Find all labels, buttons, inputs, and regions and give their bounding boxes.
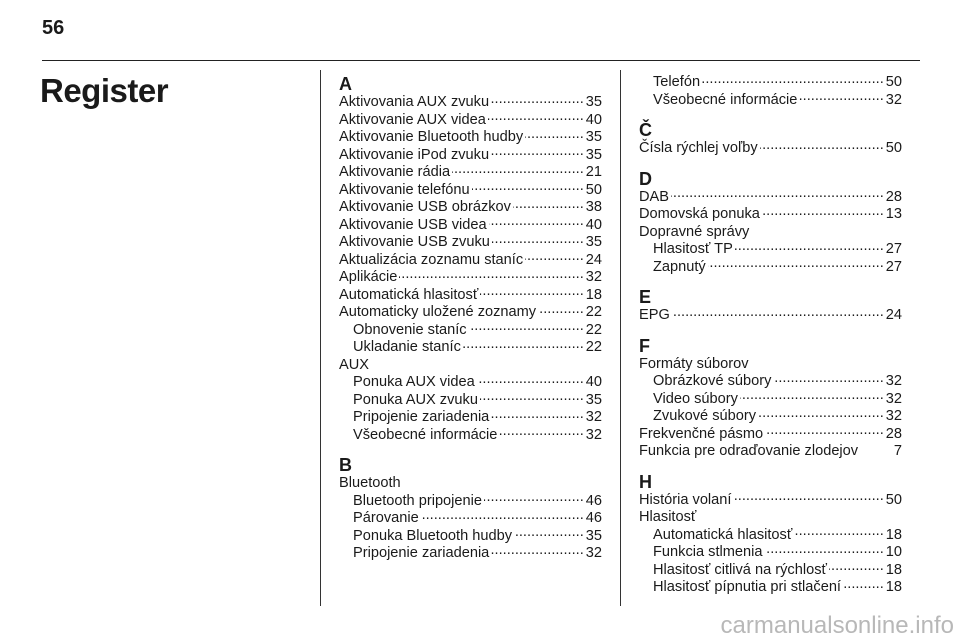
index-term: Pripojenie zariadenia bbox=[353, 409, 490, 425]
index-letter: B bbox=[339, 455, 352, 475]
index-term: AUX bbox=[339, 356, 370, 373]
index-term: Hlasitosť pípnutia pri stlačení bbox=[653, 579, 841, 595]
index-entry bbox=[639, 492, 902, 510]
index-page-ref: 10 bbox=[885, 544, 902, 560]
index-entry bbox=[339, 304, 602, 322]
index-term: História volaní bbox=[639, 491, 732, 508]
index-term: Ponuka AUX videa bbox=[353, 374, 475, 390]
dot-leader bbox=[740, 391, 884, 403]
dot-leader bbox=[525, 129, 584, 141]
index-subentry bbox=[339, 510, 602, 528]
dot-leader bbox=[760, 140, 884, 152]
dot-leader bbox=[765, 426, 884, 438]
dot-leader bbox=[671, 189, 884, 201]
index-entry bbox=[339, 94, 602, 112]
index-page-ref: 38 bbox=[585, 199, 602, 215]
dot-leader bbox=[492, 234, 584, 246]
index-term: Domovská ponuka bbox=[639, 206, 760, 222]
index-subentry bbox=[639, 408, 902, 426]
index-term: Čísla rýchlej voľby bbox=[639, 140, 758, 156]
index-term: Formáty súborov bbox=[639, 355, 749, 372]
index-page-ref: 35 bbox=[585, 391, 602, 408]
index-term: Aktivovanie Bluetooth hudby bbox=[339, 129, 524, 145]
index-page-ref: 35 bbox=[585, 527, 602, 544]
dot-leader bbox=[672, 307, 884, 319]
index-term: Hlasitosť TP bbox=[653, 241, 733, 257]
index-entry bbox=[339, 112, 602, 130]
index-page-ref: 50 bbox=[585, 181, 602, 198]
dot-leader bbox=[489, 217, 584, 229]
dot-leader bbox=[480, 392, 584, 404]
index-page-ref: 40 bbox=[585, 374, 602, 390]
index-page-ref: 18 bbox=[585, 286, 602, 303]
index-entry bbox=[639, 189, 902, 207]
index-page-ref: 50 bbox=[885, 74, 902, 90]
index-page-ref: 46 bbox=[585, 510, 602, 526]
index-page-ref: 35 bbox=[585, 234, 602, 250]
dot-leader bbox=[843, 579, 884, 591]
index-term: Bluetooth bbox=[339, 475, 401, 491]
index-term: Video súbory bbox=[653, 390, 738, 407]
index-term: Obrázkové súbory bbox=[653, 373, 772, 389]
index-page-ref: 13 bbox=[885, 206, 902, 222]
index-entry bbox=[639, 443, 902, 461]
index-term: Aktivovanie USB videa bbox=[339, 216, 487, 233]
index-page-ref: 18 bbox=[885, 561, 902, 578]
dot-leader bbox=[399, 269, 583, 281]
index-subentry bbox=[639, 579, 902, 597]
index-page-ref: 32 bbox=[885, 91, 902, 108]
index-subentry bbox=[639, 373, 902, 391]
dot-leader bbox=[762, 206, 884, 218]
dot-leader bbox=[733, 492, 883, 504]
dot-leader bbox=[773, 373, 883, 385]
dot-leader bbox=[765, 544, 884, 556]
dot-leader bbox=[758, 408, 884, 420]
index-page-ref: 27 bbox=[885, 241, 902, 257]
index-entry bbox=[339, 147, 602, 165]
index-subentry bbox=[639, 562, 902, 580]
index-term: Zvukové súbory bbox=[653, 408, 757, 424]
dot-leader bbox=[463, 339, 584, 351]
index-term: Zapnutý bbox=[653, 258, 706, 275]
index-term: Bluetooth pripojenie bbox=[353, 492, 483, 509]
index-letter: A bbox=[339, 74, 352, 94]
dot-leader bbox=[829, 562, 884, 574]
index-page-ref: 32 bbox=[585, 545, 602, 561]
header-rule bbox=[42, 60, 920, 61]
index-entry bbox=[339, 129, 602, 147]
index-entry bbox=[339, 199, 602, 217]
index-subentry bbox=[339, 392, 602, 410]
index-term: Všeobecné informácie bbox=[353, 426, 498, 443]
dot-leader bbox=[480, 287, 583, 299]
index-letter: F bbox=[639, 335, 650, 356]
index-entry bbox=[339, 475, 602, 493]
index-subentry bbox=[639, 259, 902, 277]
dot-leader bbox=[484, 493, 584, 505]
dot-leader bbox=[469, 322, 584, 334]
index-entry bbox=[639, 307, 902, 325]
index-term: Obnovenie staníc bbox=[353, 321, 467, 338]
index-page-ref: 35 bbox=[585, 129, 602, 145]
dot-leader bbox=[491, 94, 584, 106]
index-page-ref: 32 bbox=[585, 426, 602, 443]
dot-leader bbox=[702, 74, 884, 86]
section-title: Register bbox=[40, 72, 169, 109]
index-entry bbox=[639, 140, 902, 158]
index-term: Telefón bbox=[653, 74, 701, 90]
index-page-ref: 24 bbox=[885, 307, 902, 323]
dot-leader bbox=[421, 510, 584, 522]
index-term: Všeobecné informácie bbox=[653, 91, 798, 108]
index-page-ref: 50 bbox=[885, 491, 902, 508]
index-subentry bbox=[639, 92, 902, 110]
index-page-ref: 32 bbox=[885, 373, 902, 389]
index-entry bbox=[339, 287, 602, 305]
page-number: 56 bbox=[42, 17, 65, 39]
dot-leader bbox=[491, 147, 584, 159]
index-term: Aktivovanie iPod zvuku bbox=[339, 146, 490, 163]
index-term: Automatická hlasitosť bbox=[339, 286, 479, 303]
index-subentry bbox=[339, 374, 602, 392]
index-term: Párovanie bbox=[353, 510, 419, 526]
index-term: Ponuka Bluetooth hudby bbox=[353, 527, 513, 544]
index-term: Pripojenie zariadenia bbox=[353, 545, 490, 561]
index-entry bbox=[339, 217, 602, 235]
dot-leader bbox=[472, 182, 584, 194]
index-subentry bbox=[339, 545, 602, 563]
index-term: Aktivovania AUX zvuku bbox=[339, 94, 490, 110]
index-subentry bbox=[339, 427, 602, 445]
index-page-ref: 35 bbox=[585, 94, 602, 110]
index-page-ref: 40 bbox=[585, 216, 602, 233]
dot-leader bbox=[452, 164, 584, 176]
dot-leader bbox=[794, 527, 883, 539]
index-subentry bbox=[339, 339, 602, 357]
index-page-ref: 27 bbox=[885, 258, 902, 275]
index-term: Ukladanie staníc bbox=[353, 339, 461, 355]
index-page-ref: 22 bbox=[585, 304, 602, 320]
index-term: Aktivovanie USB obrázkov bbox=[339, 199, 511, 215]
watermark: carmanualsonline.info bbox=[720, 612, 954, 639]
index-term: Aktivovanie rádia bbox=[339, 164, 451, 180]
index-page-ref: 18 bbox=[885, 526, 902, 543]
index-subentry bbox=[339, 493, 602, 511]
index-entry bbox=[339, 182, 602, 200]
index-entry bbox=[339, 269, 602, 287]
index-entry bbox=[639, 356, 902, 374]
index-page-ref: 18 bbox=[885, 579, 902, 595]
index-letter: H bbox=[639, 471, 652, 492]
index-page-ref: 32 bbox=[585, 409, 602, 425]
index-term: Aplikácie bbox=[339, 269, 398, 285]
index-term: Funkcia pre odraďovanie zlodejov bbox=[639, 443, 859, 459]
dot-leader bbox=[708, 259, 884, 271]
index-entry bbox=[339, 252, 602, 270]
dot-leader bbox=[538, 304, 584, 316]
index-page-ref: 35 bbox=[585, 146, 602, 163]
index-page-ref: 28 bbox=[885, 188, 902, 205]
dot-leader bbox=[735, 241, 884, 253]
index-subentry bbox=[639, 527, 902, 545]
index-page-ref: 32 bbox=[885, 390, 902, 407]
column-divider-left bbox=[320, 70, 321, 606]
index-term: Dopravné správy bbox=[639, 223, 750, 240]
index-term: Hlasitosť bbox=[639, 509, 697, 525]
index-term: Aktivovanie telefónu bbox=[339, 181, 470, 198]
index-page-ref: 40 bbox=[585, 111, 602, 128]
index-column-1 bbox=[339, 74, 602, 563]
index-entry bbox=[339, 357, 602, 375]
index-letter: E bbox=[639, 287, 652, 307]
index-term: Aktualizácia zoznamu staníc bbox=[339, 251, 524, 268]
index-page-ref: 22 bbox=[585, 339, 602, 355]
dot-leader bbox=[488, 112, 584, 124]
dot-leader bbox=[491, 409, 583, 421]
index-subentry bbox=[639, 391, 902, 409]
index-subentry bbox=[639, 74, 902, 92]
index-term: Funkcia stlmenia bbox=[653, 544, 763, 560]
index-term: EPG bbox=[639, 307, 670, 323]
index-page-ref: 24 bbox=[585, 251, 602, 268]
index-subentry bbox=[639, 544, 902, 562]
index-subentry bbox=[639, 241, 902, 259]
index-entry bbox=[639, 224, 902, 242]
index-term: DAB bbox=[639, 188, 670, 205]
dot-leader bbox=[491, 545, 583, 557]
index-entry bbox=[639, 509, 902, 527]
index-entry bbox=[339, 234, 602, 252]
index-letter: D bbox=[639, 168, 652, 189]
index-page-ref: 32 bbox=[885, 408, 902, 424]
index-page-ref: 32 bbox=[585, 269, 602, 285]
index-entry bbox=[639, 426, 902, 444]
index-page-ref: 22 bbox=[585, 321, 602, 338]
index-page-ref: 28 bbox=[885, 425, 902, 442]
index-term: Aktivovanie USB zvuku bbox=[339, 234, 490, 250]
index-subentry bbox=[339, 528, 602, 546]
index-term: Frekvenčné pásmo bbox=[639, 425, 764, 442]
index-page-ref: 50 bbox=[885, 140, 902, 156]
index-term: Aktivovanie AUX videa bbox=[339, 111, 486, 128]
dot-leader bbox=[525, 252, 584, 264]
index-term: Automatická hlasitosť bbox=[653, 526, 793, 543]
index-page-ref: 46 bbox=[585, 492, 602, 509]
dot-leader bbox=[513, 199, 584, 211]
index-entry bbox=[639, 206, 902, 224]
dot-leader bbox=[499, 427, 583, 439]
dot-leader bbox=[799, 92, 883, 104]
index-subentry bbox=[339, 322, 602, 340]
index-term: Automaticky uložené zoznamy bbox=[339, 304, 537, 320]
index-subentry bbox=[339, 409, 602, 427]
dot-leader bbox=[477, 374, 584, 386]
index-letter: Č bbox=[639, 120, 652, 140]
index-page-ref: 7 bbox=[893, 443, 902, 459]
index-column-2 bbox=[639, 74, 902, 597]
dot-leader bbox=[514, 528, 584, 540]
index-entry bbox=[339, 164, 602, 182]
index-page-ref: 21 bbox=[585, 164, 602, 180]
index-term: Ponuka AUX zvuku bbox=[353, 391, 478, 408]
column-divider-right bbox=[620, 70, 621, 606]
index-term: Hlasitosť citlivá na rýchlosť bbox=[653, 561, 827, 578]
